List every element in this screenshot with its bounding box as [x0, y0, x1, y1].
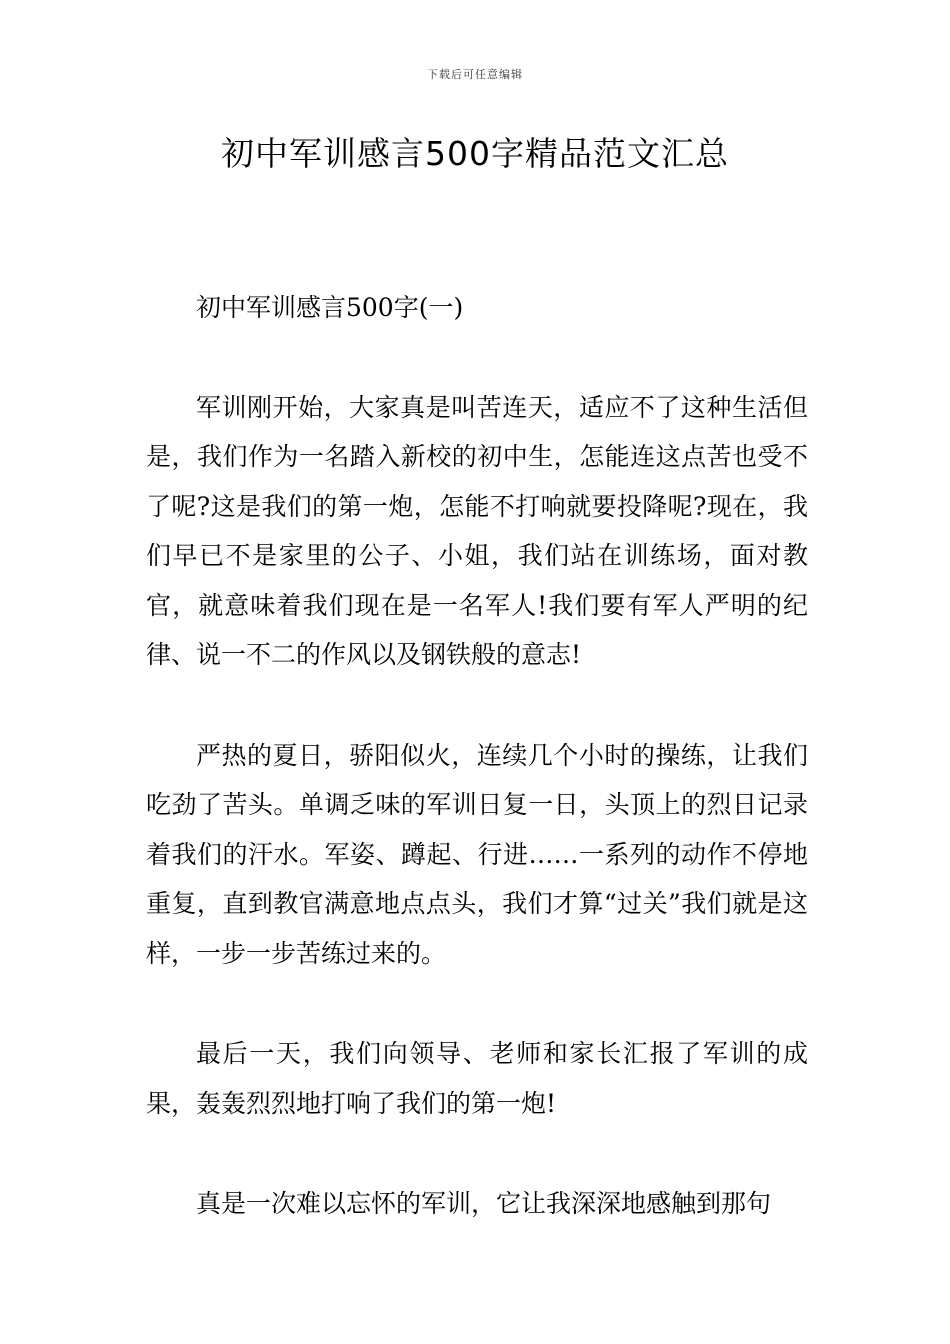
document-body: [146, 283, 808, 1280]
paragraph-3: 最后一天，我们向领导、老师和家长汇报了军训的成果，轰轰烈烈地打响了我们的第一炮!: [146, 1039, 808, 1118]
paragraph-2: 严热的夏日，骄阳似火，连续几个小时的操练，让我们吃劲了苦头。单调乏味的军训日复一日，头顶上的烈日记录着我们的汗水。军姿、蹲起、行进……一系列的动作不停地重复，直到教官满意地点点头，我们才算“过关”我们就是这样，一步一步苦练过来的。: [146, 740, 808, 968]
document-title: 初中军训感言500字精品范文汇总: [221, 134, 729, 173]
paragraph-1: 军训刚开始，大家真是叫苦连天，适应不了这种生活但是，我们作为一名踏入新校的初中生，怎能连这点苦也受不了呢?这是我们的第一炮，怎能不打响就要投降呢?现在，我们早已不是家里的公子、小姐，我们站在训练场，面对教官，就意味着我们现在是一名军人!我们要有军人严明的纪律、说一不二的作风以及钢铁般的意志!: [146, 392, 808, 669]
paragraph-4: 真是一次难以忘怀的军训，它让我深深地感触到那句: [196, 1189, 772, 1218]
section-heading: 初中军训感言500字(一): [196, 293, 464, 322]
header-note: 下载后可任意编辑: [427, 68, 523, 81]
